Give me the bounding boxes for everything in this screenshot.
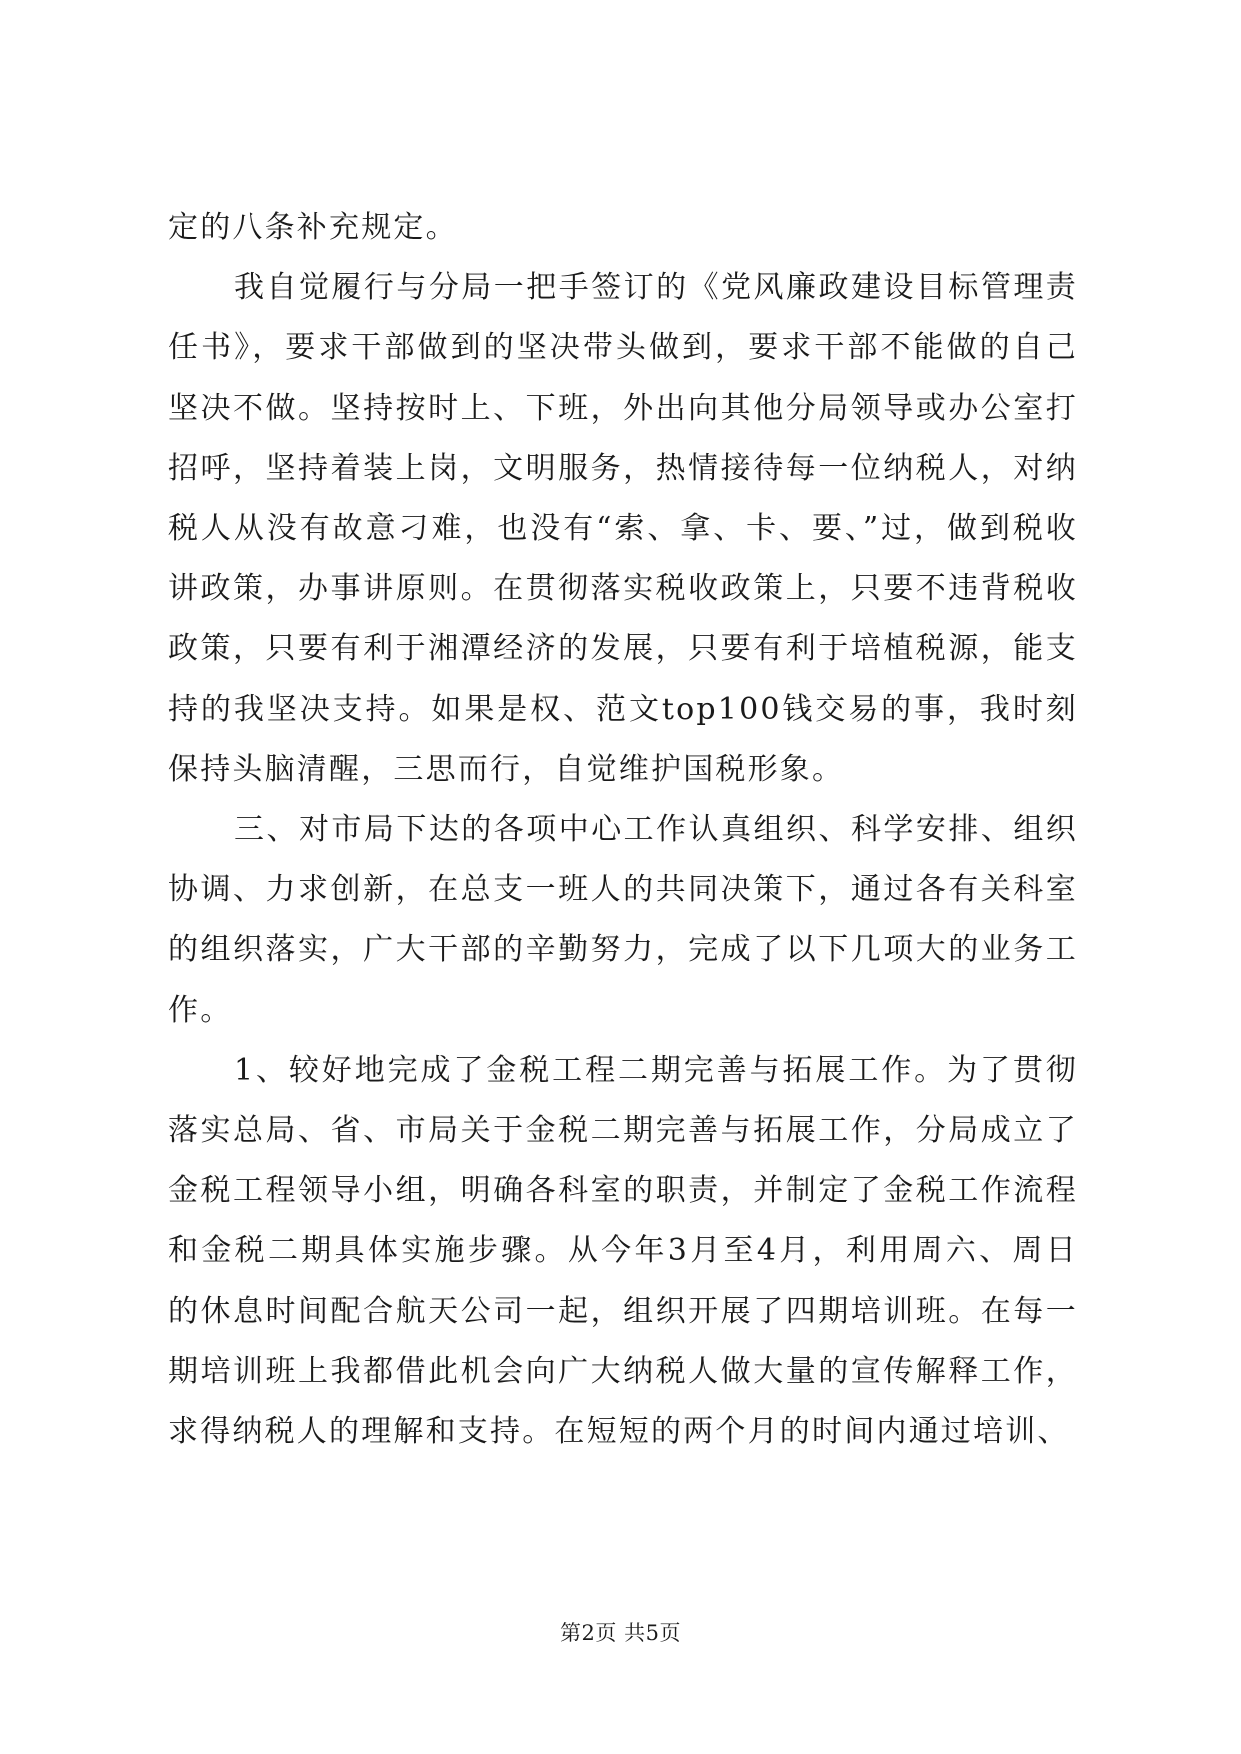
page-footer: 第2页 共5页 (560, 1621, 681, 1645)
paragraph-integrity: 我自觉履行与分局一把手签订的《党风廉政建设目标管理责任书》，要求干部做到的坚决带头做到，要求干部不能做的自己坚决不做。坚持按时上、下班，外出向其他分局领导或办公室打招呼，坚持着装上岗，文明服务，热情接待每一位纳税人，对纳税人从没有故意刁难，也没有“索、拿、卡、要、”过，做到税收讲政策，办事讲原则。在贯彻落实税收政策上，只要不违背税收政策，只要有利于湘潭经济的发展，只要有利于培植税源，能支持的我坚决支持。如果是权、范文top100钱交易的事，我时刻保持头脑清醒，三思而行，自觉维护国税形象。 (168, 270, 1078, 787)
paragraph-item-one: 1、较好地完成了金税工程二期完善与拓展工作。为了贯彻落实总局、省、市局关于金税二期完善与拓展工作，分局成立了金税工程领导小组，明确各科室的职责，并制定了金税工作流程和金税二期具体实施步骤。从今年3月至4月，利用周六、周日的休息时间配合航天公司一起，组织开展了四期培训班。在每一期培训班上我都借此机会向广大纳税人做大量的宣传解释工作，求得纳税人的理解和支持。在短短的两个月的时间内通过培训、 (168, 1052, 1078, 1450)
paragraph-section-three: 三、对市局下达的各项中心工作认真组织、科学安排、组织协调、力求创新，在总支一班人的共同决策下，通过各有关科室的组织落实，广大干部的辛勤努力，完成了以下几项大的业务工作。 (168, 812, 1078, 1028)
document-body (168, 198, 1078, 1462)
paragraph-continuation: 定的八条补充规定。 (168, 210, 458, 245)
